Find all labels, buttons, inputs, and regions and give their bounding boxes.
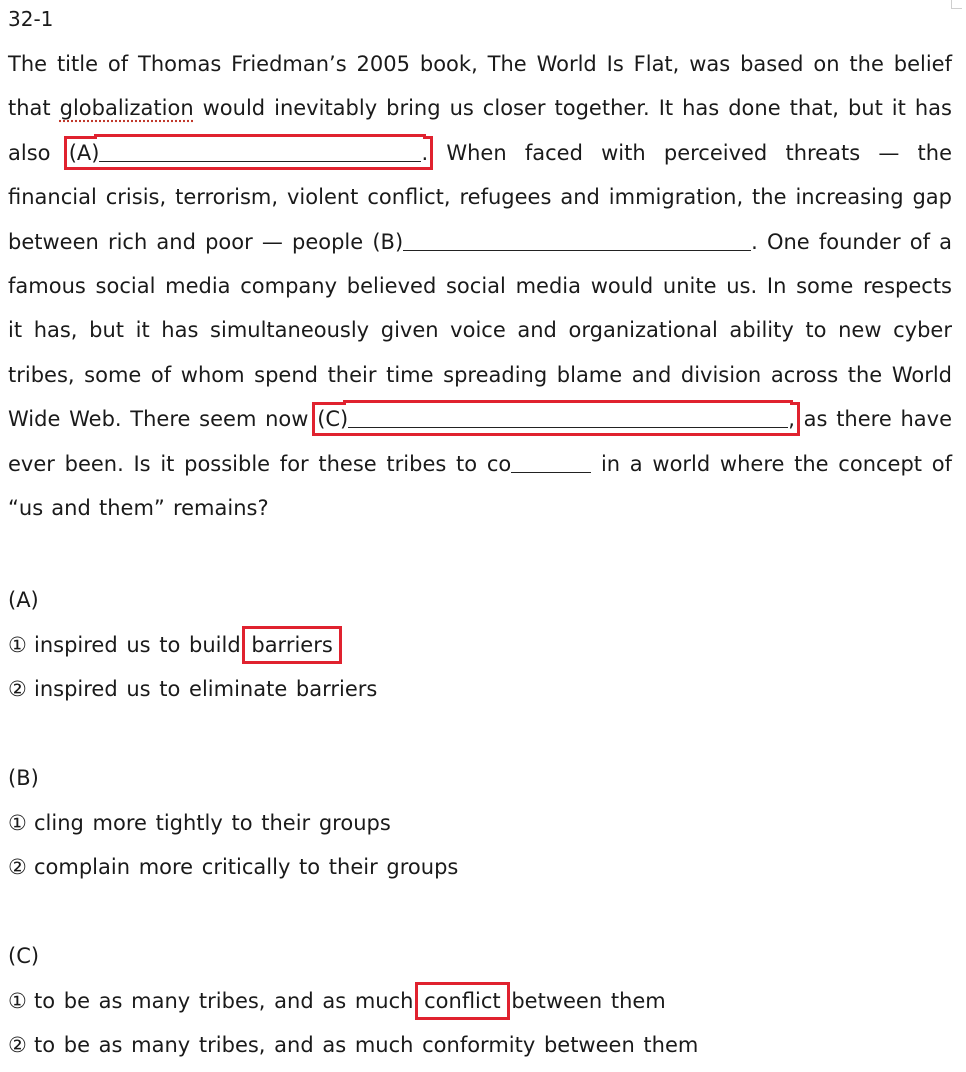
option-marker: ① [8, 988, 27, 1013]
spellcheck-word-globalization[interactable]: globalization [59, 96, 194, 121]
blank-c-label: (C) [317, 407, 349, 432]
answer-options [8, 578, 952, 1068]
passage-text-6: in a world where the concept of “us and them” remains? [8, 451, 952, 521]
option-a-2-text: inspired us to eliminate barriers [34, 677, 378, 701]
option-group-c-label: (C) [8, 944, 40, 968]
option-c-1-text-after: between them [502, 988, 666, 1013]
option-group-c [8, 934, 952, 1068]
passage-paragraph [8, 42, 952, 530]
option-b-2[interactable] [8, 845, 952, 890]
option-marker: ② [8, 1033, 27, 1057]
passage-text-5: as there have ever been. Is it possible for these tribes to co [8, 407, 952, 476]
option-group-a [8, 578, 952, 712]
option-a-1-text: inspired us to build [34, 632, 250, 657]
option-marker: ② [8, 855, 27, 879]
blank-a-highlight-box [69, 141, 428, 165]
blank-co-line[interactable] [511, 450, 591, 473]
passage-text-3: When faced with perceived threats — the financial crisis, terrorism, violent conflict, refugees and immigration, the increasing gap between rich and poor — people [8, 140, 953, 254]
option-marker: ② [8, 677, 27, 701]
question-number: 32-1 [8, 7, 54, 31]
option-c-1-text: to be as many tribes, and as much [34, 988, 423, 1013]
option-group-b [8, 756, 952, 890]
highlight-box-barriers: barriers [251, 632, 333, 657]
blank-a-line[interactable] [99, 139, 421, 162]
option-c-2[interactable] [8, 1023, 952, 1068]
option-a-2[interactable] [8, 667, 952, 712]
option-marker: ① [8, 632, 27, 657]
blank-c-comma: , [788, 407, 795, 432]
blank-a-label: (A) [68, 140, 100, 165]
option-marker: ① [8, 810, 27, 835]
blank-a-period: . [421, 140, 429, 165]
option-b-1-text: cling more tightly to their groups [34, 810, 391, 835]
option-b-1[interactable] [8, 801, 952, 846]
blank-c-line[interactable] [348, 405, 788, 428]
option-c-2-text: to be as many tribes, and as much conformity between them [34, 1033, 699, 1057]
passage-text-2: would inevitably bring us closer together. It has done that, but it has also [8, 96, 952, 165]
option-c-1[interactable] [8, 979, 952, 1024]
blank-c-highlight-box [317, 407, 795, 431]
blank-b-label: (B) [372, 229, 404, 254]
highlight-box-conflict: conflict [424, 988, 501, 1013]
page-corner-mark [951, 0, 962, 9]
blank-b-line[interactable] [403, 228, 751, 251]
option-group-a-label: (A) [8, 588, 39, 612]
option-b-2-text: complain more critically to their groups [34, 855, 459, 879]
option-a-1[interactable] [8, 623, 952, 668]
passage-text-4: . One founder of a famous social media company believed social media would unite us. In some respects it has, but it has simultaneously given voice and organizational ability to new cyber tribes, some of whom spend their time spreading blame and division across the World Wide Web. There seem now [8, 229, 952, 432]
passage-text-1: The title of Thomas Friedman’s 2005 book, The World Is Flat, was based on the belief that [8, 52, 952, 121]
option-group-b-label: (B) [8, 766, 39, 790]
